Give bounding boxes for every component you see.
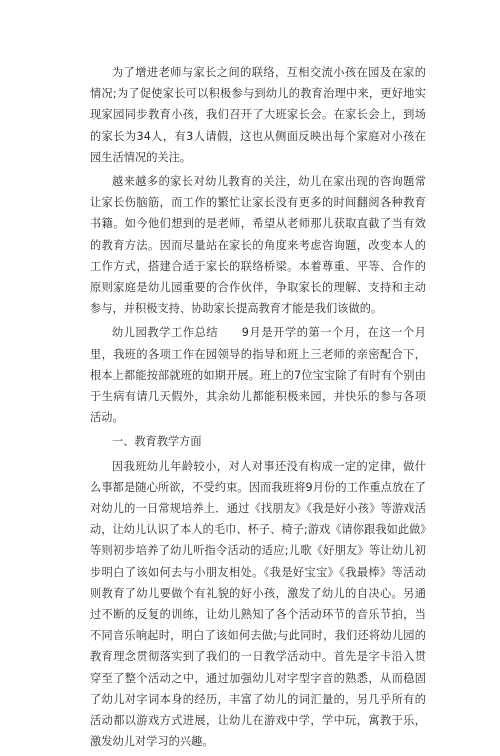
- paragraph-teaching: 因我班幼儿年龄较小，对人对事还没有构成一定的定律，做什么事都是随心所欲，不受约束。因而我班将9月份的工作重点放在了对幼儿的一日常规培养上．通过《找朋友》《我是好小孩》等游戏活动，让幼儿认识了本人的毛巾、杯子、椅子;游戏《请你跟我如此做》等则初步培养了幼儿听指令活动的适应;儿歌《好朋友》等让幼儿初步明白了该如何去与小朋友相处。《我是好宝宝》《我最棒》等活动则教育了幼儿要做个有礼貌的好小孩，激发了幼儿的自决心。另通过不断的反复的训练，让幼儿熟知了各个活动环节的音乐节拍，当不同音乐响起时，明白了该如何去做;与此同时，我们还将幼儿园的教育理念贯彻落实到了我们的一日教学活动中。首先是字卡沿入贯穿至了整个活动之中，通过加强幼儿对字型字音的熟悉，从而稳固了幼儿对字词本身的经历，丰富了幼儿的词汇量的，另几乎所有的活动都以游戏方式进展，让幼儿在游戏中学，学中玩，寓教于乐，激发幼儿对学习的兴趣。: [90, 459, 426, 749]
- document-page: [90, 62, 426, 756]
- paragraph-parent-communication: 越来越多的家长对幼儿教育的关注，幼儿在家出现的咨询题常让家长伤脑筋，而工作的繁忙让家长没有更多的时间翻阅各种教育书籍。如今他们想到的是老师，希望从老师那儿获取直截了当有效的教育方法。因而尽量站在家长的角度来考虑咨询题，改变本人的工作方式，搭建合适于家长的联络桥梁。本着尊重、平等、合作的原则家庭是幼儿园重要的合作伙伴，争取家长的理解、支持和主动参与，并积极支持、协助家长提高教育才能是我们该做的。: [90, 175, 426, 316]
- paragraph-work-summary: 幼儿园教学工作总结 9月是开学的第一个月，在这一个月里，我班的各项工作在园领导的指导和班上三老师的亲密配合下，根本上都能按部就班的如期开展。班上的7位宝宝除了有时有个别由于生病有请几天假外，其余幼儿都能积极来园，并快乐的参与各项活动。: [90, 326, 426, 425]
- paragraph-parent-meeting: 为了增进老师与家长之间的联络，互相交流小孩在园及在家的情况;为了促使家长可以积极参与到幼儿的教育治理中来，更好地实现家园同步教育小孩，我们召开了大班家长会。在家长会上，到场的家长为34人，有3人请假，这也从侧面反映出每个家庭对小孩在园生活情况的关注。: [90, 66, 426, 164]
- section-heading: 一、教育教学方面: [112, 435, 202, 449]
